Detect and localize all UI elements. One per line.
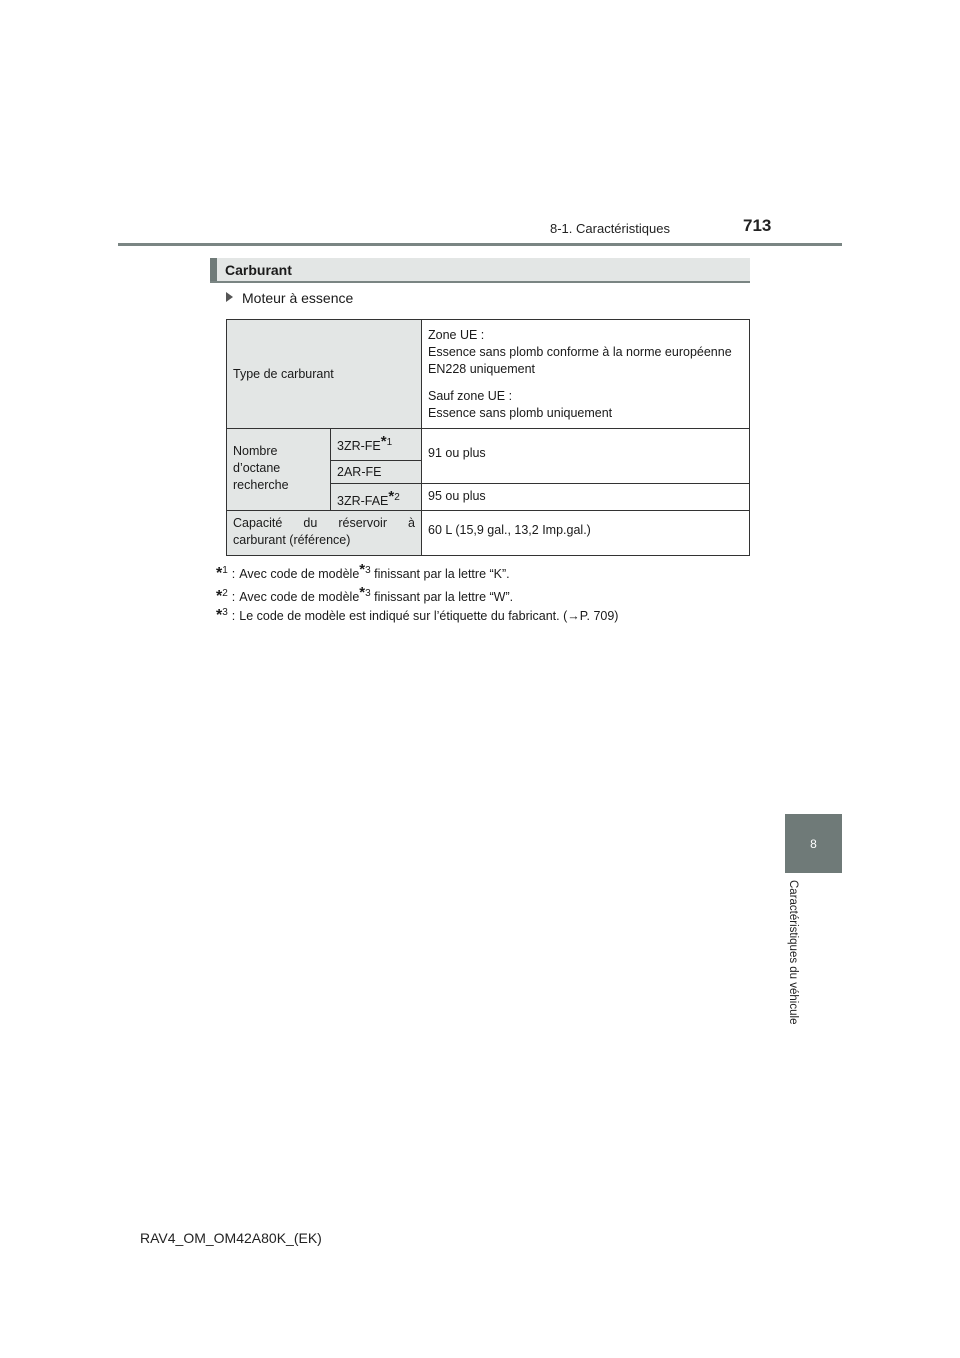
header-divider: [118, 243, 842, 246]
asterisk-icon: *: [359, 584, 366, 601]
chapter-title: Caractéristiques du véhicule: [787, 880, 799, 1025]
footnotes: [216, 558, 618, 627]
chapter-side-title: [773, 880, 813, 1050]
fuel-type-noneu-line: Essence sans plomb uniquement: [428, 406, 613, 420]
footnote-number: 3: [222, 606, 228, 618]
table-row: [227, 320, 750, 429]
octane-label-line: d’octane: [233, 461, 281, 475]
footnote-text: finissant par la lettre “K”.: [370, 567, 510, 581]
footer-code: RAV4_OM_OM42A80K_(EK): [140, 1230, 322, 1246]
footnote-text: Le code de modèle est indiqué sur l’étiquette du fabricant. (→P. 709): [239, 609, 619, 623]
capacity-label-line: Capacité du réservoir à: [233, 516, 415, 530]
fuel-spec-table: [226, 319, 750, 556]
engine-cell: [331, 429, 422, 461]
triangle-bullet-icon: [226, 292, 233, 302]
engine-code: 3ZR-FAE: [337, 494, 389, 508]
capacity-value: 60 L (15,9 gal., 13,2 Imp.gal.): [428, 523, 591, 537]
octane-value-cell: [422, 484, 750, 511]
footnote-ref: 2: [394, 491, 400, 503]
chapter-number: 8: [810, 836, 817, 851]
engine-code: 2AR-FE: [337, 465, 382, 479]
capacity-value-cell: [422, 511, 750, 556]
asterisk-icon: *: [359, 561, 366, 578]
asterisk-icon: *: [216, 607, 223, 624]
octane-label-cell: [227, 429, 331, 511]
asterisk-icon: *: [216, 565, 223, 582]
capacity-label-cell: [227, 511, 422, 556]
octane-value-cell: [422, 429, 750, 484]
subheading: [226, 290, 353, 306]
footnote: *$^2$ : Avec code de modèle*$^3$ finissant par la lettre “W”.: [216, 584, 514, 605]
footnote: *$^1$ : Avec code de modèle*$^3$ finissant par la lettre “K”.: [216, 561, 510, 582]
footnote-text: Avec code de modèle: [239, 590, 360, 604]
section-header: [210, 258, 750, 283]
asterisk-icon: *: [388, 488, 395, 505]
footnote-ref: 3: [365, 587, 371, 599]
section-title: Carburant: [225, 262, 292, 278]
engine-code: 3ZR-FE: [337, 439, 381, 453]
footnote-ref: 1: [386, 436, 393, 448]
fuel-type-eu-line: EN228 uniquement: [428, 362, 536, 376]
octane-value: 91 ou plus: [428, 446, 486, 460]
fuel-type-label-cell: [227, 320, 422, 429]
header-section-title: 8-1. Caractéristiques: [550, 221, 670, 236]
fuel-type-value-cell: [422, 320, 750, 429]
engine-cell: [331, 461, 422, 484]
table-row: [227, 429, 750, 461]
fuel-type-eu-line: Zone UE :: [428, 328, 485, 342]
chapter-tab: [785, 814, 842, 873]
footnote-number: 1: [222, 564, 228, 576]
asterisk-icon: *: [380, 433, 387, 450]
engine-cell: [331, 484, 422, 511]
footnote-text: finissant par la lettre “W”.: [370, 590, 514, 604]
footnote-number: 2: [222, 587, 228, 599]
subheading-text: Moteur à essence: [242, 290, 354, 306]
page-number: 713: [743, 216, 772, 235]
fuel-type-label: Type de carburant: [233, 367, 334, 381]
footnote-ref: 3: [365, 564, 371, 576]
capacity-label-line: carburant (référence): [233, 533, 351, 547]
table-row: [227, 511, 750, 556]
fuel-type-noneu-line: Sauf zone UE :: [428, 389, 513, 403]
footnote: *$^3$ : Le code de modèle est indiqué sur l’étiquette du fabricant. (→P. 709): [216, 606, 619, 624]
asterisk-icon: *: [216, 588, 223, 605]
footnote-text: Avec code de modèle: [239, 567, 360, 581]
octane-label-line: Nombre: [233, 444, 278, 458]
section-accent: [210, 258, 217, 281]
octane-value: 95 ou plus: [428, 489, 486, 503]
fuel-type-eu-line: Essence sans plomb conforme à la norme européenne: [428, 345, 732, 359]
octane-label-line: recherche: [233, 478, 289, 492]
